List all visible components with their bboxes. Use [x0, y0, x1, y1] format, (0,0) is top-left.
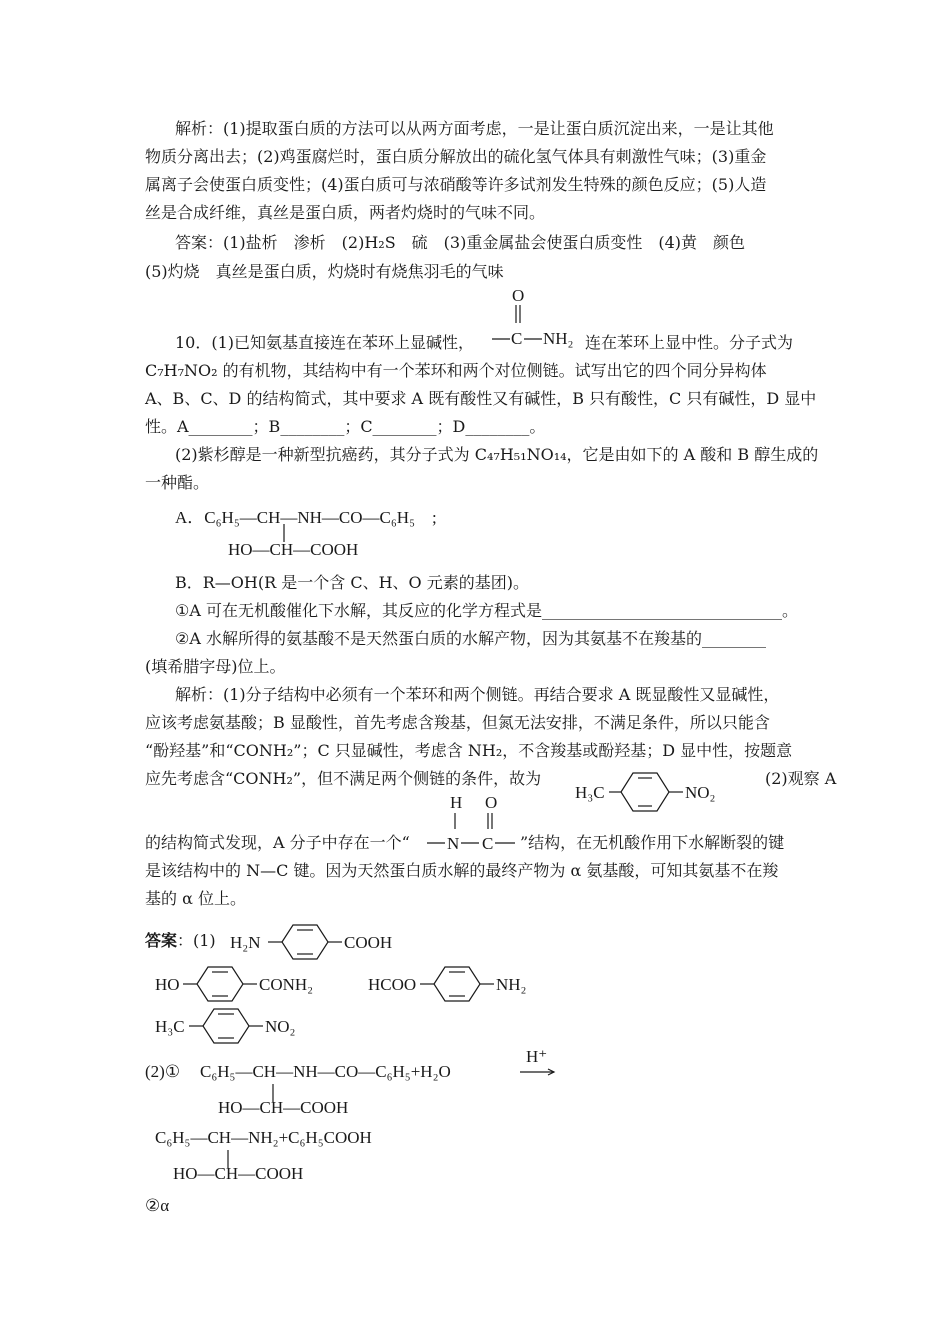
benzene-ring-icon	[621, 773, 669, 811]
amide-o: O	[512, 286, 525, 305]
answer9-line2: (5)灼烧 真丝是蛋白质，灼烧时有烧焦羽毛的气味	[145, 262, 504, 281]
answer-structure-d	[155, 1004, 355, 1048]
answer-a-right: COOH	[344, 933, 393, 952]
answer10-prod-top: C₆H₅—CH—NH₂+C₆H₅COOH	[155, 1128, 372, 1147]
formula-a-top: A．C₆H₅—CH—NH—CO—C₆H₅ ;	[175, 508, 437, 527]
analysis10-line3: “酚羟基”和“CONH₂”；C 只显碱性，考虑含 NH₂，不含羧基或酚羟基；D 显中性，按题意	[145, 741, 793, 760]
answer-a-left: H₂N	[230, 933, 261, 952]
q10-line1b: 连在苯环上显中性。分子式为	[585, 333, 794, 352]
answer-b-right: CONH₂	[259, 975, 314, 994]
q10-line5: (2)紫杉醇是一种新型抗癌药，其分子式为 C₄₇H₅₁NO₁₄，它是由如下的 A 酸和 B 醇生成的	[175, 445, 819, 464]
q10-line2: C₇H₇NO₂ 的有机物，其结构中有一个苯环和两个对位侧链。试写出它的四个同分异构体	[145, 361, 767, 380]
amide-group-structure	[490, 285, 590, 360]
analysis10-line4b: (2)观察 A	[765, 769, 837, 788]
analysis9-line1: 解析：(1)提取蛋白质的方法可以从两方面考虑，一是让蛋白质沉淀出来，一是让其他	[175, 119, 774, 138]
answer-structure-c	[368, 962, 568, 1006]
q10-line3: A、B、C、D 的结构简式，其中要求 A 既有酸性又有碱性，B 只有酸性，C 只有碱性，D 显中	[145, 389, 817, 408]
analysis-structure-d	[575, 765, 755, 815]
answer-b-left: HO	[155, 975, 180, 994]
q10-line6: 一种酯。	[145, 473, 210, 492]
analysis10-line4: 应先考虑含“CONH₂”，但不满足两个侧链的条件，故为	[145, 769, 542, 788]
analysis10-line7: 基的 α 位上。	[145, 889, 246, 908]
q10-line4: 性。A________；B________；C________；D________。	[145, 417, 546, 436]
answer-c-right: NH₂	[496, 975, 527, 994]
analysis9-line3: 属离子会使蛋白质变性；(4)蛋白质可与浓硝酸等许多试剂发生特殊的颜色反应；(5)人造	[145, 175, 767, 194]
analysis9-line2: 物质分离出去；(2)鸡蛋腐烂时，蛋白质分解放出的硫化氢气体具有刺激性气味；(3)重金	[145, 147, 767, 166]
q10-line8: ①A 可在无机酸催化下水解，其反应的化学方程式是______________________________。	[175, 601, 798, 620]
analysis10-line2: 应该考虑氨基酸；B 显酸性，首先考虑含羧基，但氮无法安排，不满足条件，所以只能含	[145, 713, 770, 732]
answer9-line1: 答案：(1)盐析 渗析 (2)H₂S 硫 (3)重金属盐会使蛋白质变性 (4)黄 颜色	[175, 233, 745, 252]
amide-c: C	[511, 329, 523, 348]
frag-h: H	[450, 793, 463, 812]
answer-structure-a	[230, 920, 430, 964]
frag-n: N	[447, 834, 460, 853]
formula-a-bottom: HO—CH—COOH	[228, 540, 359, 559]
q10-line1a: 10．(1)已知氨基直接连在苯环上显碱性，	[175, 333, 475, 352]
answer10-eq-top: C₆H₅—CH—NH—CO—C₆H₅+H₂O	[200, 1062, 451, 1081]
answer10-colon: ：(1)	[177, 931, 216, 950]
frag-o: O	[485, 793, 498, 812]
reaction-arrow	[520, 1047, 560, 1080]
answer-structure-b	[155, 962, 365, 1006]
answer10-prod-bottom: HO—CH—COOH	[173, 1164, 304, 1183]
answer-d-right: NO₂	[265, 1017, 296, 1036]
analysis10-line5b: ”结构，在无机酸作用下水解断裂的键	[520, 833, 785, 852]
frag-c: C	[482, 834, 494, 853]
catalyst-label: H⁺	[526, 1047, 548, 1066]
answer10-eq-bottom: HO—CH—COOH	[218, 1098, 349, 1117]
q10-line9: ②A 水解所得的氨基酸不是天然蛋白质的水解产物，因为其氨基不在羧基的________	[175, 629, 766, 648]
answer-d-left: H₃C	[155, 1017, 185, 1036]
analysis-d-right: NO₂	[685, 783, 716, 802]
q10-line7: B．R—OH(R 是一个含 C、H、O 元素的基团)。	[175, 573, 529, 592]
answer10-eq-prefix: (2)①	[145, 1062, 181, 1081]
analysis10-line6: 是该结构中的 N—C 键。因为天然蛋白质水解的最终产物为 α 氨基酸，可知其氨基不在羧	[145, 861, 779, 880]
analysis-d-left: H₃C	[575, 783, 605, 802]
answer10-final: ②α	[145, 1196, 170, 1215]
amide-nh2: NH₂	[543, 329, 574, 348]
analysis10-line1: 解析：(1)分子结构中必须有一个苯环和两个侧链。再结合要求 A 既显酸性又显碱性，	[175, 685, 780, 704]
answer10-label: 答案	[145, 931, 178, 950]
q10-line10: (填希腊字母)位上。	[145, 657, 286, 676]
analysis9-line4: 丝是合成纤维，真丝是蛋白质，两者灼烧时的气味不同。	[145, 203, 546, 222]
answer-c-left: HCOO	[368, 975, 417, 994]
analysis10-line5a: 的结构简式发现，A 分子中存在一个“	[145, 833, 410, 852]
peptide-fragment-structure	[425, 793, 525, 853]
